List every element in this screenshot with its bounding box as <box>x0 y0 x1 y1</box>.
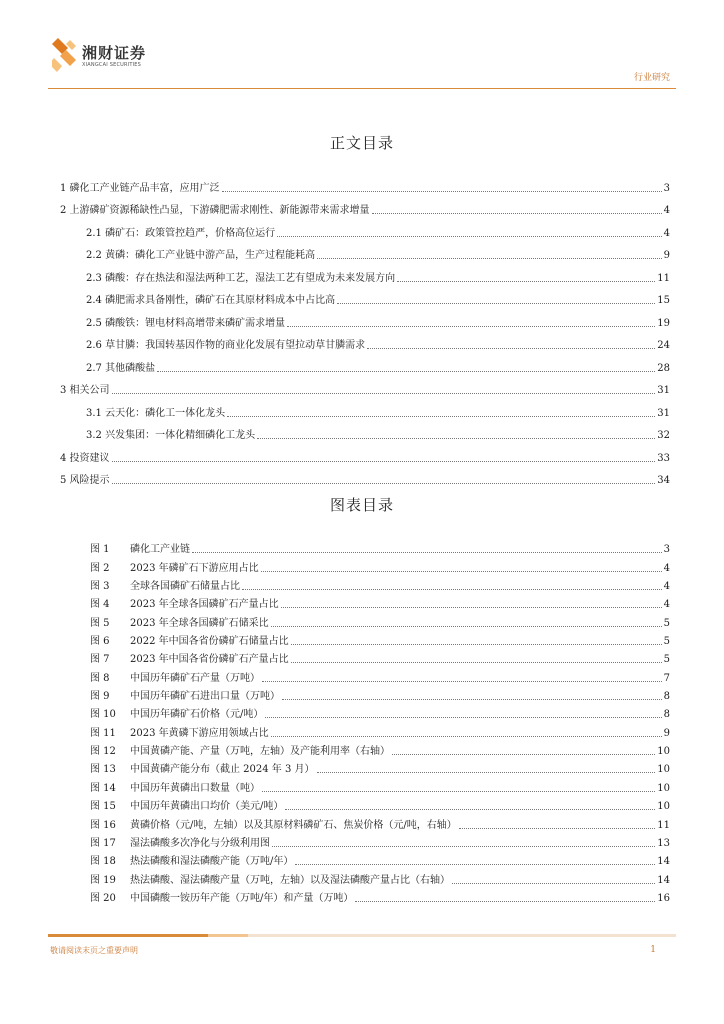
figure-entry-number: 图 3 <box>90 581 110 593</box>
header-divider <box>48 88 676 89</box>
figure-entry-label: 中国历年黄磷出口数量（吨） <box>130 782 260 794</box>
figure-entry-page: 10 <box>657 782 670 794</box>
figure-entry-page: 5 <box>663 636 670 648</box>
figure-entry-page: 4 <box>663 599 670 611</box>
dot-leader <box>157 370 655 372</box>
dot-leader <box>262 680 662 682</box>
figure-entry-number: 图 2 <box>90 562 110 574</box>
figure-entry-number: 图 6 <box>90 636 110 648</box>
figure-entry-page: 4 <box>663 562 670 574</box>
dot-leader <box>452 882 655 884</box>
dot-leader <box>272 845 655 847</box>
dot-leader <box>317 257 662 259</box>
dot-leader <box>285 808 655 810</box>
figure-entry-label: 2023 年磷矿石下游应用占比 <box>130 562 259 574</box>
dot-leader <box>257 437 655 439</box>
dot-leader <box>262 790 655 792</box>
figure-entry-page: 14 <box>657 874 670 886</box>
toc-entry-page: 4 <box>663 205 670 216</box>
dot-leader <box>291 643 662 645</box>
figure-entry-page: 14 <box>657 856 670 868</box>
figure-entry-page: 10 <box>657 801 670 813</box>
logo-chinese-name: 湘财证券 <box>82 44 147 62</box>
figure-entry-number: 图 8 <box>90 672 110 684</box>
figure-entry[interactable] <box>90 795 670 813</box>
toc-entry[interactable] <box>60 375 670 398</box>
dot-leader <box>282 698 662 700</box>
figure-entry[interactable] <box>90 740 670 758</box>
toc-entry[interactable] <box>60 397 670 420</box>
figure-entry-label: 热法磷酸、湿法磷酸产量（万吨，左轴）以及湿法磷酸产量占比（右轴） <box>130 874 450 886</box>
figure-entry[interactable] <box>90 850 670 868</box>
dot-leader <box>112 482 656 484</box>
figure-entry-page: 3 <box>663 544 670 556</box>
toc-entry-label: 2.1 磷矿石：政策管控趋严，价格高位运行 <box>86 227 276 239</box>
toc-entry-page: 24 <box>657 340 670 351</box>
company-logo <box>52 38 162 74</box>
figure-entry-label: 热法磷酸和湿法磷酸产能（万吨/年） <box>130 856 294 868</box>
figure-entry-label: 中国历年磷矿石价格（元/吨） <box>130 709 264 721</box>
toc-entry[interactable] <box>60 307 670 330</box>
toc-entry[interactable] <box>60 262 670 285</box>
figure-entry[interactable] <box>90 887 670 905</box>
toc-entry[interactable] <box>60 442 670 465</box>
logo-english-name: XIANGCAI SECURITIES <box>82 62 142 68</box>
figure-entry-number: 图 17 <box>90 837 116 849</box>
dot-leader <box>459 827 656 829</box>
figure-entry-page: 5 <box>663 617 670 629</box>
figure-entry[interactable] <box>90 721 670 739</box>
figure-entry[interactable] <box>90 685 670 703</box>
dot-leader <box>222 190 662 192</box>
footer-disclaimer-note: 敬请阅读末页之重要声明 <box>50 946 138 955</box>
figure-entry-page: 16 <box>657 892 670 904</box>
figure-entry[interactable] <box>90 630 670 648</box>
toc-entry-page: 34 <box>657 475 670 486</box>
figure-entry-label: 2023 年全球各国磷矿石储采比 <box>130 617 269 629</box>
figure-entry-number: 图 10 <box>90 709 116 721</box>
dot-leader <box>192 551 662 553</box>
figure-entry-number: 图 4 <box>90 599 110 611</box>
figure-entry-label: 全球各国磷矿石储量占比 <box>130 581 240 593</box>
dot-leader <box>337 302 655 304</box>
figure-entry[interactable] <box>90 868 670 886</box>
figure-entry-number: 图 5 <box>90 617 110 629</box>
toc-entry-label: 2.7 其他磷酸盐 <box>86 362 156 374</box>
dot-leader <box>287 325 655 327</box>
toc-entry-label: 2.6 草甘膦：我国转基因作物的商业化发展有望拉动草甘膦需求 <box>86 340 366 351</box>
figure-entry-page: 4 <box>663 581 670 593</box>
figure-entry-page: 8 <box>663 709 670 721</box>
toc-entry[interactable] <box>60 352 670 375</box>
figure-entry-label: 2023 年黄磷下游应用领域占比 <box>130 727 269 739</box>
figure-entry-page: 10 <box>657 746 670 758</box>
dot-leader <box>271 625 662 627</box>
figure-entry-label: 黄磷价格（元/吨，左轴）以及其原材料磷矿石、焦炭价格（元/吨，右轴） <box>130 819 457 831</box>
figure-entry-label: 中国磷酸一铵历年产能（万吨/年）和产量（万吨） <box>130 892 354 904</box>
figure-entry[interactable] <box>90 538 670 556</box>
logo-mark-icon <box>52 38 78 74</box>
figure-entry-label: 2023 年全球各国磷矿石产量占比 <box>130 599 279 611</box>
dot-leader <box>367 347 655 349</box>
toc-entry-label: 2 上游磷矿资源稀缺性凸显，下游磷肥需求刚性、新能源带来需求增量 <box>60 205 370 216</box>
report-type-label: 行业研究 <box>633 73 670 83</box>
dot-leader <box>295 863 655 865</box>
toc-entry-label: 3.1 云天化：磷化工一体化龙头 <box>86 407 226 419</box>
figure-entry-label: 中国黄磷产能、产量（万吨，左轴）及产能利用率（右轴） <box>130 746 390 758</box>
figure-entry-number: 图 20 <box>90 892 116 904</box>
figure-entry[interactable] <box>90 703 670 721</box>
toc-entry-page: 33 <box>657 452 670 464</box>
dot-leader <box>112 460 656 462</box>
figure-entry-page: 10 <box>657 764 670 776</box>
figure-entry-page: 7 <box>663 672 670 684</box>
figure-entry[interactable] <box>90 648 670 666</box>
toc-entry[interactable] <box>60 465 670 488</box>
figure-entry-number: 图 1 <box>90 544 110 556</box>
figure-entry-number: 图 7 <box>90 654 110 666</box>
figure-entry-label: 中国历年磷矿石进出口量（万吨） <box>130 691 280 703</box>
figure-entry-label: 磷化工产业链 <box>130 544 190 556</box>
dot-leader <box>261 570 662 572</box>
figure-entry-number: 图 18 <box>90 856 116 868</box>
toc-entry-page: 32 <box>657 430 670 441</box>
figure-entry-number: 图 12 <box>90 746 116 758</box>
figure-entry-number: 图 14 <box>90 782 116 794</box>
dot-leader <box>281 606 662 608</box>
toc-entry[interactable] <box>60 330 670 353</box>
toc-entry[interactable] <box>60 172 670 195</box>
figure-entry[interactable] <box>90 666 670 684</box>
figure-list <box>90 538 670 905</box>
toc-entry-page: 11 <box>657 272 670 284</box>
figure-entry-label: 湿法磷酸多次净化与分级利用图 <box>130 837 270 849</box>
figure-entry-label: 中国历年黄磷出口均价（美元/吨） <box>130 801 284 813</box>
dot-leader <box>277 235 662 237</box>
toc-entry[interactable] <box>60 285 670 308</box>
dot-leader <box>397 280 655 282</box>
figure-entry-label: 2023 年中国各省份磷矿石产量占比 <box>130 654 289 666</box>
dot-leader <box>372 212 662 214</box>
toc-entry-label: 2.5 磷酸铁：锂电材料高增带来磷矿需求增量 <box>86 317 286 329</box>
dot-leader <box>112 392 656 394</box>
toc-entry-label: 2.2 黄磷：磷化工产业链中游产品，生产过程能耗高 <box>86 250 316 261</box>
dot-leader <box>227 415 655 417</box>
figure-entry-page: 5 <box>663 654 670 666</box>
figure-entry[interactable] <box>90 813 670 831</box>
dot-leader <box>392 753 655 755</box>
toc-entry-label: 3 相关公司 <box>60 385 110 396</box>
dot-leader <box>242 588 662 590</box>
figure-entry-page: 9 <box>663 727 670 739</box>
toc-entry-page: 19 <box>657 317 670 329</box>
toc-entry[interactable] <box>60 420 670 443</box>
toc-entry[interactable] <box>60 195 670 218</box>
toc-entry-label: 2.3 磷酸：存在热法和湿法两种工艺，湿法工艺有望成为未来发展方向 <box>86 272 396 284</box>
figure-entry[interactable] <box>90 776 670 794</box>
figure-entry-page: 11 <box>657 819 670 831</box>
table-of-contents <box>60 172 670 487</box>
dot-leader <box>271 735 662 737</box>
page-number: 1 <box>650 945 656 955</box>
figures-title: 图表目录 <box>329 496 394 514</box>
toc-entry-label: 4 投资建议 <box>60 452 110 464</box>
figure-entry-page: 13 <box>657 837 670 849</box>
figure-entry-label: 2022 年中国各省份磷矿石储量占比 <box>130 636 289 648</box>
figure-entry-number: 图 16 <box>90 819 116 831</box>
figure-entry-number: 图 19 <box>90 874 116 886</box>
toc-entry[interactable] <box>60 217 670 240</box>
toc-entry-page: 4 <box>663 227 670 239</box>
figure-entry-label: 中国历年磷矿石产量（万吨） <box>130 672 260 684</box>
figure-entry[interactable] <box>90 556 670 574</box>
footer-divider <box>48 934 676 937</box>
dot-leader <box>265 716 661 718</box>
figure-entry-label: 中国黄磷产能分布（截止 2024 年 3 月） <box>130 764 315 776</box>
dot-leader <box>355 900 655 902</box>
figure-entry[interactable] <box>90 832 670 850</box>
toc-entry-page: 31 <box>657 407 670 419</box>
toc-entry-page: 15 <box>657 295 670 306</box>
dot-leader <box>291 661 662 663</box>
figure-entry[interactable] <box>90 758 670 776</box>
toc-entry-page: 3 <box>663 182 670 194</box>
figure-entry-number: 图 9 <box>90 691 110 703</box>
page-header <box>0 0 724 100</box>
dot-leader <box>317 771 656 773</box>
figure-entry-page: 8 <box>663 691 670 703</box>
toc-entry-page: 28 <box>657 362 670 374</box>
figure-entry[interactable] <box>90 611 670 629</box>
figure-entry[interactable] <box>90 575 670 593</box>
toc-entry-label: 2.4 磷肥需求具备刚性，磷矿石在其原材料成本中占比高 <box>86 295 336 306</box>
toc-entry-page: 31 <box>657 385 670 396</box>
figure-entry-number: 图 13 <box>90 764 116 776</box>
toc-entry-label: 5 风险提示 <box>60 475 110 486</box>
toc-title: 正文目录 <box>329 134 394 152</box>
toc-entry-page: 9 <box>663 250 670 261</box>
toc-entry-label: 3.2 兴发集团：一体化精细磷化工龙头 <box>86 430 256 441</box>
figure-entry-number: 图 15 <box>90 801 116 813</box>
figure-entry[interactable] <box>90 593 670 611</box>
figure-entry-number: 图 11 <box>90 727 116 739</box>
toc-entry[interactable] <box>60 240 670 263</box>
toc-entry-label: 1 磷化工产业链产品丰富，应用广泛 <box>60 182 220 194</box>
